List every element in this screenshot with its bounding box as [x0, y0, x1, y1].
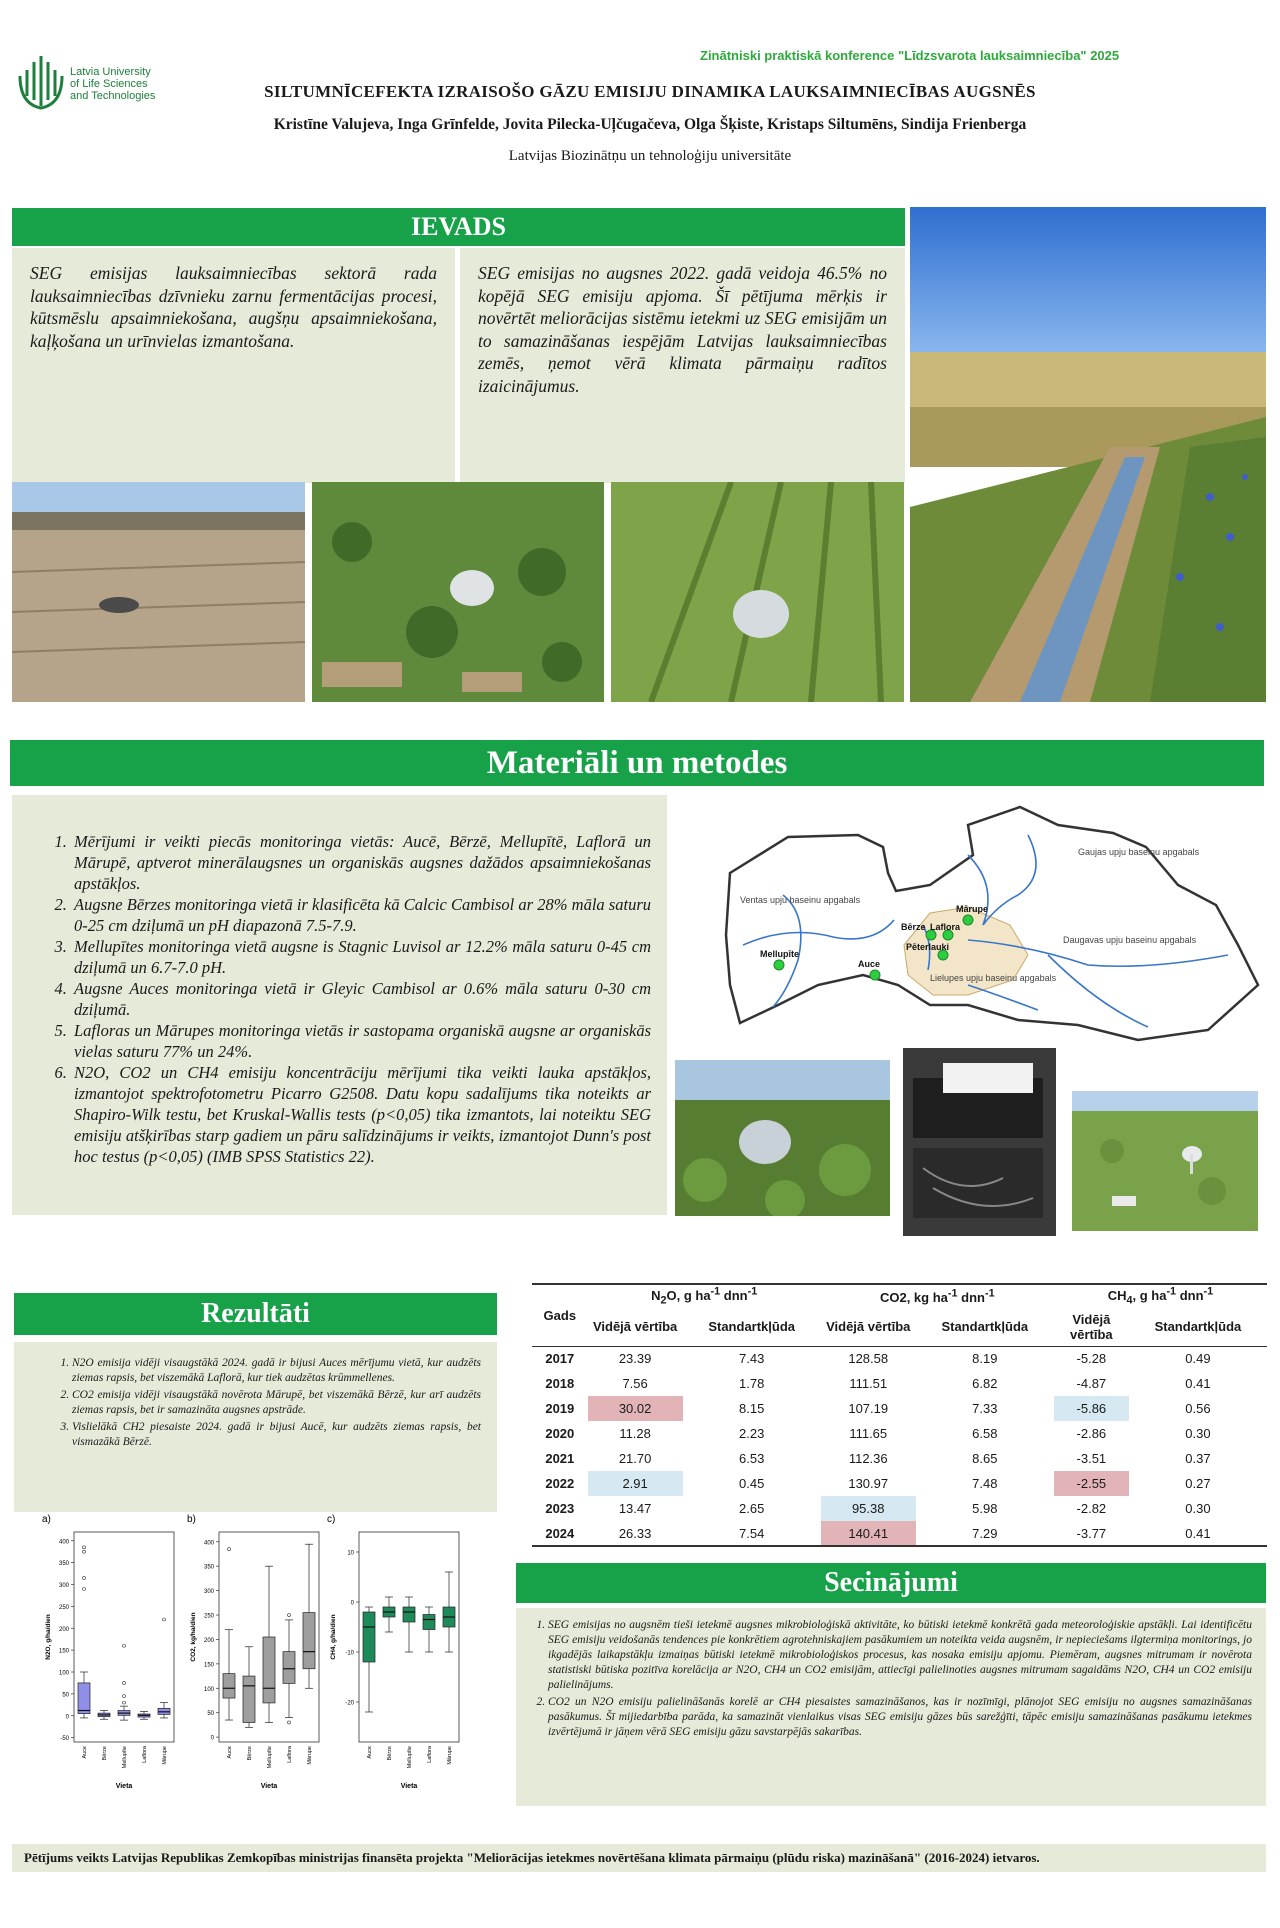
ievads-heading: IEVADS	[12, 208, 905, 246]
value-cell: 130.97	[848, 1476, 889, 1491]
y-tick-label: 250	[58, 1604, 69, 1611]
emissions-table	[532, 1283, 1267, 1547]
value-cell: 0.49	[1185, 1351, 1211, 1367]
value-cell: 111.65	[849, 1426, 888, 1441]
value-cell: -2.82	[1076, 1501, 1107, 1516]
chamber-meadow-photo	[1072, 1091, 1258, 1231]
value-cell: -5.86	[1054, 1396, 1129, 1421]
y-tick-label: -50	[60, 1736, 69, 1743]
value-cell: 6.53	[739, 1451, 765, 1466]
y-tick-label: 400	[203, 1540, 214, 1547]
x-tick-label: Laflora	[142, 1746, 148, 1763]
x-tick-label: Mellupīte	[122, 1746, 128, 1769]
col-mean-header: Vidējā vērtība	[1054, 1308, 1129, 1346]
y-tick-label: 300	[58, 1583, 69, 1589]
panel-label: b)	[187, 1514, 196, 1525]
x-tick-label: Mellupīte	[267, 1746, 273, 1769]
x-tick-label: Bērze	[102, 1746, 108, 1761]
outlier-point	[83, 1576, 86, 1579]
col-se-header: Standartkļūda	[1129, 1308, 1267, 1346]
outlier-point	[163, 1618, 166, 1621]
year-cell: 2017	[545, 1351, 575, 1367]
y-tick-label: 200	[58, 1626, 69, 1633]
x-tick-label: Bērze	[387, 1746, 393, 1761]
outlier-point	[288, 1614, 291, 1617]
value-cell: 95.38	[821, 1496, 916, 1521]
box	[363, 1612, 375, 1662]
map-site-auce: Auce	[858, 959, 881, 969]
y-tick-label: 300	[203, 1589, 214, 1596]
results-item: 3. Vislielākā CH2 piesaiste 2024. gadā ir bijusi Aucē, kur audzēts ziemas rapsis, bet vismazākā Bērzē.	[72, 1420, 481, 1449]
value-cell: 21.70	[618, 1451, 652, 1466]
outlier-point	[123, 1681, 126, 1684]
y-axis-label: CO2, kg/ha/dien	[190, 1612, 197, 1662]
map-site-mellupite-marker	[774, 960, 784, 970]
field-photo-3	[611, 482, 904, 702]
y-axis-label: N2O, g/ha/dien	[45, 1614, 52, 1660]
table-row	[532, 1496, 1267, 1521]
intro-text-1: SEG emisijas lauksaimniecības sektorā rada lauksaimniecības dzīvnieku zarnu fermentācijas procesi, kūtsmēslu apsaimniekošana, augšņu apsaimniekošana, kaļķošana un urīnvielas izmantošana.	[12, 248, 455, 483]
results-list	[14, 1342, 497, 1512]
year-cell: 2024	[532, 1521, 588, 1546]
table-row	[532, 1421, 1267, 1446]
map-label-gauja: Gaujas upju baseinu apgabals	[1078, 847, 1200, 857]
value-cell: 8.19	[972, 1351, 998, 1367]
map-label-venta: Ventas upju baseinu apgabals	[740, 895, 861, 905]
value-cell: 2.65	[739, 1501, 765, 1516]
value-cell: 7.29	[916, 1521, 1054, 1546]
box	[223, 1674, 235, 1698]
boxplot-ch4	[325, 1510, 465, 1800]
field-photo-1	[12, 482, 305, 702]
y-tick-label: 100	[203, 1686, 214, 1693]
logo-text: Latvia University of Life Sciences and Technologies	[70, 66, 156, 102]
value-cell: -4.87	[1076, 1376, 1107, 1391]
x-tick-label: Auce	[227, 1746, 233, 1759]
methods-item: 3. Mellupītes monitoringa vietā augsne is Stagnic Luvisol ar 12.2% māla saturu 0-45 cm dziļumā un 6.7-7.0 pH.	[71, 936, 651, 978]
box	[303, 1613, 315, 1669]
x-tick-label: Laflora	[427, 1746, 433, 1763]
table-row	[532, 1521, 1267, 1546]
outlier-point	[123, 1695, 126, 1698]
results-heading: Rezultāti	[14, 1293, 497, 1335]
value-cell: 5.98	[972, 1501, 998, 1516]
x-tick-label: Mārupe	[447, 1746, 453, 1765]
value-cell: -3.51	[1076, 1451, 1107, 1466]
methods-list	[12, 795, 667, 1215]
y-tick-label: 350	[203, 1564, 214, 1571]
value-cell: 23.39	[618, 1351, 652, 1367]
year-cell: 2022	[545, 1476, 575, 1491]
year-cell: 2018	[545, 1376, 575, 1391]
y-tick-label: 250	[203, 1613, 214, 1620]
year-cell: 2023	[545, 1501, 575, 1516]
field-photo-2	[312, 482, 604, 702]
conclusions-heading: Secinājumi	[516, 1563, 1266, 1603]
value-cell: 0.30	[1185, 1501, 1211, 1516]
col-se-header: Standartkļūda	[683, 1308, 821, 1346]
y-tick-label: 100	[58, 1670, 69, 1677]
x-axis-label: Vieta	[115, 1783, 133, 1790]
x-tick-label: Laflora	[287, 1746, 293, 1763]
year-cell: 2021	[545, 1451, 575, 1466]
value-cell: 128.58	[848, 1351, 889, 1367]
logo-emblem-icon	[14, 50, 68, 112]
co2-group-header	[821, 1284, 1054, 1308]
box	[263, 1637, 275, 1703]
outlier-point	[83, 1546, 86, 1549]
chamber-field-photo	[675, 1060, 890, 1216]
table-row	[532, 1446, 1267, 1471]
conference-name: Zinātniski praktiskā konference "Līdzsvarota lauksaimniecība" 2025	[700, 48, 1120, 63]
col-se-header: Standartkļūda	[916, 1308, 1054, 1346]
map-label-daugava: Daugavas upju baseinu apgabals	[1063, 935, 1197, 945]
value-cell: 7.54	[683, 1521, 821, 1546]
outlier-point	[123, 1644, 126, 1647]
x-axis-label: Vieta	[260, 1783, 278, 1790]
methods-item: 4. Augsne Auces monitoringa vietā ir Gleyic Cambisol ar 0.6% māla saturu 0-30 cm dziļumā.	[71, 978, 651, 1020]
latvia-basin-map	[668, 795, 1272, 1060]
y-tick-label: -20	[345, 1700, 354, 1707]
value-cell: 13.47	[618, 1501, 652, 1516]
value-cell: 30.02	[588, 1396, 683, 1421]
box	[283, 1652, 295, 1684]
x-tick-label: Auce	[82, 1746, 88, 1759]
value-cell: 8.65	[972, 1451, 998, 1466]
y-tick-label: 150	[58, 1648, 69, 1655]
y-tick-label: 0	[350, 1600, 354, 1607]
value-cell: 140.41	[821, 1521, 916, 1546]
y-tick-label: 50	[62, 1692, 69, 1699]
y-tick-label: -10	[345, 1650, 354, 1657]
map-site-peterlauki: Pēterlauki	[906, 942, 950, 952]
value-cell: 111.51	[849, 1376, 888, 1391]
conclusions-list	[516, 1608, 1266, 1806]
map-label-lielupe: Lielupes upju baseinu apgabals	[930, 973, 1057, 983]
map-site-mellupite: Mellupīte	[760, 949, 800, 959]
box	[243, 1676, 255, 1722]
value-cell: 0.37	[1185, 1451, 1211, 1466]
value-cell: 7.56	[622, 1376, 648, 1391]
value-cell: 6.82	[972, 1376, 998, 1391]
group-header-label: CO2, kg $ha^{-1}$ dnn$^{-1}$	[879, 1287, 995, 1306]
n2o-group-header	[588, 1284, 821, 1308]
value-cell: 112.36	[848, 1451, 888, 1466]
intro-text-2: SEG emisijas no augsnes 2022. gadā veidoja 46.5% no kopējā SEG emisiju apjoma. Šī pētījuma mērķis ir novērtēt meliorācijas sistēmu ietekmi uz SEG emisijām un to samazināšanas iespējām Latvijas lauksaimniecības zemēs, ņemot vērā klimata pārmaiņu radītos izaicinājumus.	[460, 248, 905, 483]
map-site-laflora: Laflora	[930, 922, 961, 932]
x-tick-label: Mārupe	[162, 1746, 168, 1765]
drainage-ditch-photo	[910, 207, 1266, 702]
panel-label: a)	[42, 1514, 51, 1525]
value-cell: 0.30	[1185, 1426, 1211, 1441]
map-site-marupe-marker	[963, 915, 973, 925]
box	[78, 1683, 90, 1714]
outlier-point	[123, 1701, 126, 1704]
table-row	[532, 1371, 1267, 1396]
y-tick-label: 0	[210, 1735, 214, 1742]
value-cell: 0.45	[739, 1476, 765, 1491]
conclusions-item: 1. SEG emisijas no augsnēm tieši ietekmē augsnes mikrobioloģiskā aktivitāte, ko būtiski ietekmē konkrētā gada meteoroloģiskie apstākļi. Lai identificētu SEG emisiju veidošanās tendences pie konkrētiem agrotehniskajiem pasākumiem un noteikta veida augsnēm, ir nepieciešams ilgtermiņa monitorings, jo ikgadējās laikapstākļu izmaiņas būtiski ietekmē mikrobioloģiskos procesus, kas nosaka emisiju apjomu. Piemēram, augsnes mitrumam ir novērota statistiski būtiska pozitīva korelācija ar N2O, CH4 un CO2 emisijām, attiecīgi palielinoties augsnes mitrumam sagaidāms N2O, CH4 un CO2 emisiju palielinājums.	[548, 1618, 1252, 1693]
outlier-point	[228, 1548, 231, 1551]
value-cell: 2.23	[739, 1426, 765, 1441]
value-cell: 0.27	[1185, 1476, 1211, 1491]
table-row	[532, 1396, 1267, 1421]
y-axis-label: CH4, g/ha/dien	[330, 1614, 337, 1660]
value-cell: 7.43	[739, 1351, 765, 1367]
results-item: 1. N2O emisija vidēji visaugstākā 2024. gadā ir bijusi Auces mērījumu vietā, kur audzēts ziemas rapsis, bet viszemākā Laflorā, kur tiek audzētas krūmmellenes.	[72, 1356, 481, 1385]
value-cell: -2.86	[1076, 1426, 1107, 1441]
year-cell: 2020	[545, 1426, 575, 1441]
methods-heading: Materiāli un metodes	[10, 740, 1264, 786]
methods-item: 2. Augsne Bērzes monitoringa vietā ir klasificēta kā Calcic Cambisol ar 28% māla saturu 0-25 cm dziļumā un pH diapazonā 7.5-7.9.	[71, 894, 651, 936]
conclusions-item: 2. CO2 un N2O emisiju palielināšanās korelē ar CH4 piesaistes samazināšanos, kas ir nozīmīgi, plānojot SEG emisiju no augsnes samazināšanas pasākumus. Šī mijiedarbība parāda, ka samazināt vienlaikus visas SEG emisiju gāzes būs sarežģīti, tāpēc emisiju samazināšanas pasākumu ietekmes izvērtējumā ir jāņem vērā SEG emisiju gāzu savstarpējās sakarības.	[548, 1695, 1252, 1740]
value-cell: 7.48	[972, 1476, 998, 1491]
box	[403, 1607, 415, 1622]
map-site-marupe: Mārupe	[956, 904, 989, 914]
ch4-group-header	[1054, 1284, 1267, 1308]
group-header-label: $N_2O$, g $ha^{-1}$ dnn$^{-1}$	[651, 1286, 758, 1307]
table-row	[532, 1346, 1267, 1371]
value-cell: 107.19	[848, 1401, 889, 1416]
value-cell: 26.33	[588, 1521, 683, 1546]
outlier-point	[288, 1721, 291, 1724]
value-cell: 1.78	[739, 1376, 765, 1391]
outlier-point	[83, 1550, 86, 1553]
y-tick-label: 350	[58, 1561, 69, 1568]
y-tick-label: 10	[347, 1550, 354, 1557]
methods-item: 5. Lafloras un Mārupes monitoringa vietās ir sastopama organiskā augsne ar organiskās vielas saturu 77% un 24%.	[71, 1020, 651, 1062]
affiliation: Latvijas Biozinātņu un tehnoloģiju universitāte	[508, 148, 792, 164]
x-axis-label: Vieta	[400, 1783, 418, 1790]
col-mean-header: Vidējā vērtība	[588, 1308, 683, 1346]
results-item: 2. CO2 emisija vidēji visaugstākā novērota Mārupē, bet viszemākā Bērzē, kur arī audzēts ziemas rapsis, bet ir samazināta augsnes apstrāde.	[72, 1388, 481, 1417]
x-tick-label: Mellupīte	[407, 1746, 413, 1769]
map-site-berze: Bērze	[901, 922, 926, 932]
year-cell: 2019	[545, 1401, 575, 1416]
y-tick-label: 400	[58, 1539, 69, 1546]
value-cell: 0.41	[1129, 1521, 1267, 1546]
methods-item: 6. N2O, CO2 un CH4 emisiju koncentrāciju mērījumi tika veikti lauka apstākļos, izmantojot spektrofotometru Picarro G2508. Datu kopu sadalījums tika noteikts ar Shapiro-Wilk testu, bet Kruskal-Wallis tests (p<0,05) tika izmantots, lai noteiktu SEG emisiju atšķirības starp gadiem un pāru salīdzinājums ir veikts, izmantojot Dunn's post hoc testus (p<0,05) (IMB SPSS Statistics 22).	[71, 1062, 651, 1167]
value-cell: -5.28	[1076, 1351, 1107, 1367]
authors: Kristīne Valujeva, Inga Grīnfelde, Jovita Pilecka-Uļčugačeva, Olga Šķiste, Kristaps Siltumēns, Sindija Frienberga	[273, 116, 1027, 133]
value-cell: 8.15	[739, 1401, 765, 1416]
value-cell: 7.33	[972, 1401, 998, 1416]
picarro-instrument-photo	[903, 1048, 1056, 1236]
value-cell: 0.56	[1185, 1401, 1211, 1416]
y-tick-label: 0	[65, 1714, 69, 1721]
value-cell: -3.77	[1054, 1521, 1129, 1546]
col-mean-header: Vidējā vērtība	[821, 1308, 916, 1346]
value-cell: -2.55	[1054, 1471, 1129, 1496]
panel-label: c)	[327, 1514, 336, 1525]
outlier-point	[83, 1587, 86, 1590]
y-tick-label: 150	[203, 1662, 214, 1669]
y-tick-label: 200	[203, 1637, 214, 1644]
box	[423, 1615, 435, 1630]
poster-title: SILTUMNĪCEFEKTA IZRAISOŠO GĀZU EMISIJU DINAMIKA LAUKSAIMNIECĪBAS AUGSNĒS	[264, 82, 1036, 101]
boxplot-co2	[185, 1510, 325, 1800]
boxplot-n2o	[40, 1510, 180, 1800]
funding-footer: Pētījums veikts Latvijas Republikas Zemkopības ministrijas finansēta projekta "Meliorācijas ietekmes novērtēšana klimata pārmaiņu (plūdu riska) mazināšanā" (2016-2024) ietvaros.	[12, 1844, 1266, 1872]
value-cell: 0.41	[1185, 1376, 1211, 1391]
value-cell: 11.28	[619, 1426, 651, 1441]
x-tick-label: Bērze	[247, 1746, 253, 1761]
y-tick-label: 50	[207, 1711, 214, 1718]
x-tick-label: Auce	[367, 1746, 373, 1759]
col-year-header: Gads	[532, 1284, 588, 1346]
map-site-auce-marker	[870, 970, 880, 980]
table-row	[532, 1471, 1267, 1496]
value-cell: 6.58	[972, 1426, 998, 1441]
value-cell: 2.91	[588, 1471, 683, 1496]
x-tick-label: Mārupe	[307, 1746, 313, 1765]
methods-item: 1. Mērījumi ir veikti piecās monitoringa vietās: Aucē, Bērzē, Mellupītē, Laflorā un Mārupē, aptverot minerālaugsnes un organiskās augsnes dažādos apsaimniekošanas apstākļos.	[71, 831, 651, 894]
group-header-label: $CH_4$, g $ha^{-1}$ dnn$^{-1}$	[1107, 1286, 1214, 1307]
